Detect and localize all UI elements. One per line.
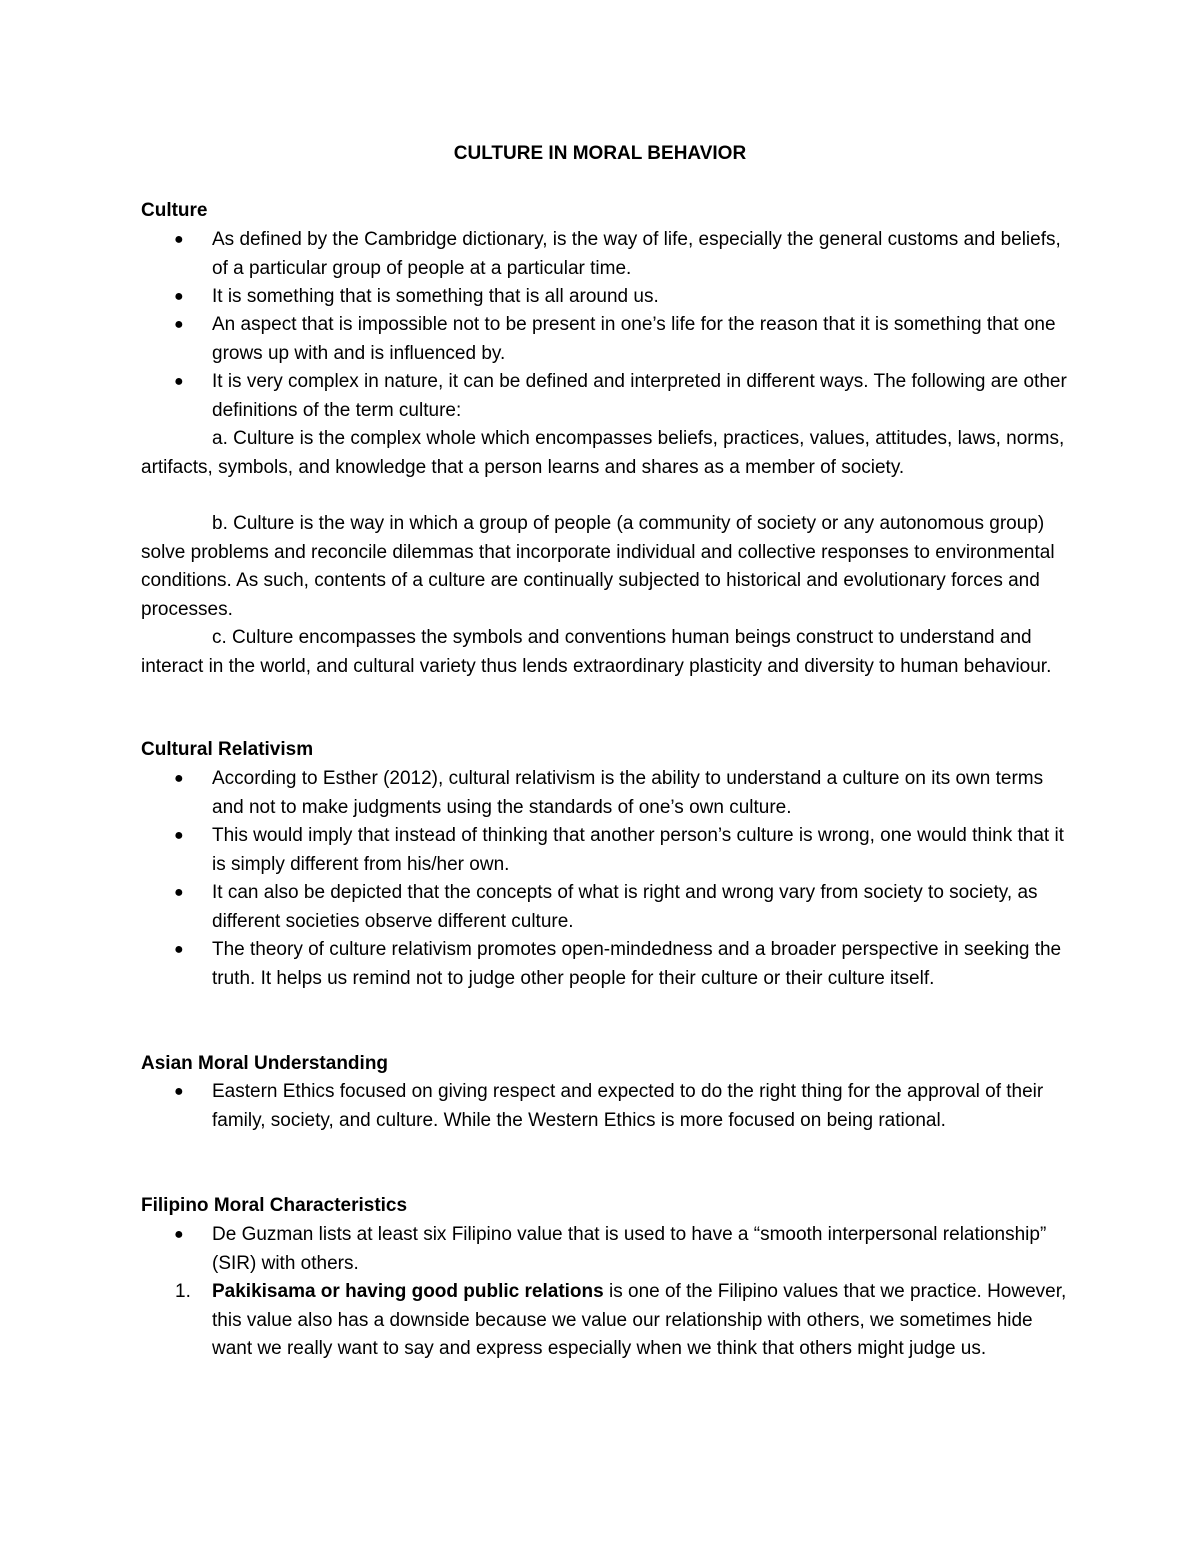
list-item-text: An aspect that is impossible not to be present in one’s life for the reason that it is something that one grows up with and is influenced by. (212, 314, 1056, 364)
list-item (174, 879, 1072, 936)
list-item-text: De Guzman lists at least six Filipino value that is used to have a “smooth interpersonal relationship” (SIR) with others. (212, 1224, 1047, 1274)
bullet-icon: ● (174, 288, 184, 305)
bullet-icon: ● (174, 231, 184, 248)
bullet-icon: ● (174, 1226, 184, 1243)
bullet-icon: ● (174, 827, 184, 844)
list-item-text: As defined by the Cambridge dictionary, is the way of life, especially the general customs and beliefs, of a particular group of people at a particular time. (212, 229, 1061, 279)
list-item-text: It is something that is something that is all around us. (212, 286, 659, 307)
section-heading-filipino-moral-characteristics: Filipino Moral Characteristics (141, 1195, 408, 1216)
numbered-item-text: is one of the Filipino values that we practice. However, this value also has a downside because we value our relationship with others, we sometimes hide want we really want to say and express especially when we think that others might judge us. (212, 1281, 1067, 1360)
list-item-text: It can also be depicted that the concepts of what is right and wrong vary from society to society, as different societies observe different culture. (212, 882, 1038, 932)
bullet-icon: ● (174, 1083, 184, 1100)
section-heading-asian-moral-understanding: Asian Moral Understanding (141, 1053, 389, 1074)
definition-item: a. Culture is the complex whole which encompasses beliefs, practices, values, attitudes, laws, norms, artifacts, symbols, and knowledge that a person learns and shares as a member of society. (141, 428, 1065, 478)
definition-item: c. Culture encompasses the symbols and conventions human beings construct to understand and interact in the world, and cultural variety thus lends extraordinary plasticity and diversity to human behaviour. (141, 627, 1052, 677)
bullet-icon: ● (174, 770, 184, 787)
list-item (174, 226, 1072, 283)
list-item-text: According to Esther (2012), cultural relativism is the ability to understand a culture on its own terms and not to make judgments using the standards of one’s own culture. (212, 768, 1044, 818)
section-heading-cultural-relativism: Cultural Relativism (141, 739, 314, 760)
list-number: 1. (175, 1281, 191, 1302)
bullet-icon: ● (174, 373, 184, 390)
bullet-icon: ● (174, 316, 184, 333)
definition-item: b. Culture is the way in which a group of people (a community of society or any autonomous group) solve problems and reconcile dilemmas that incorporate individual and collective responses to environmental conditions. As such, contents of a culture are continually subjected to historical and evolutionary forces and processes. (141, 513, 1055, 620)
list-item (174, 283, 1072, 312)
list-item (174, 822, 1072, 879)
numbered-item (175, 1278, 1072, 1364)
list-item (174, 765, 1072, 822)
list-item (174, 1078, 1072, 1135)
numbered-item-bold-text: Pakikisama or having good public relations (212, 1281, 604, 1302)
list-item (174, 1221, 1072, 1278)
section-heading-culture: Culture (141, 200, 208, 221)
document-title: CULTURE IN MORAL BEHAVIOR (453, 143, 747, 164)
bullet-icon: ● (174, 884, 184, 901)
list-item-text: The theory of culture relativism promotes open-mindedness and a broader perspective in seeking the truth. It helps us remind not to judge other people for their culture or their culture itself. (212, 939, 1062, 989)
bullet-icon: ● (174, 941, 184, 958)
list-item-text: This would imply that instead of thinking that another person’s culture is wrong, one would think that it is simply different from his/her own. (212, 825, 1064, 875)
list-item (174, 311, 1072, 368)
list-item (174, 368, 1072, 425)
list-item-text: It is very complex in nature, it can be defined and interpreted in different ways. The following are other definitions of the term culture: (212, 371, 1067, 421)
list-item-text: Eastern Ethics focused on giving respect and expected to do the right thing for the approval of their family, society, and culture. While the Western Ethics is more focused on being rational. (212, 1081, 1044, 1131)
list-item (174, 936, 1072, 993)
